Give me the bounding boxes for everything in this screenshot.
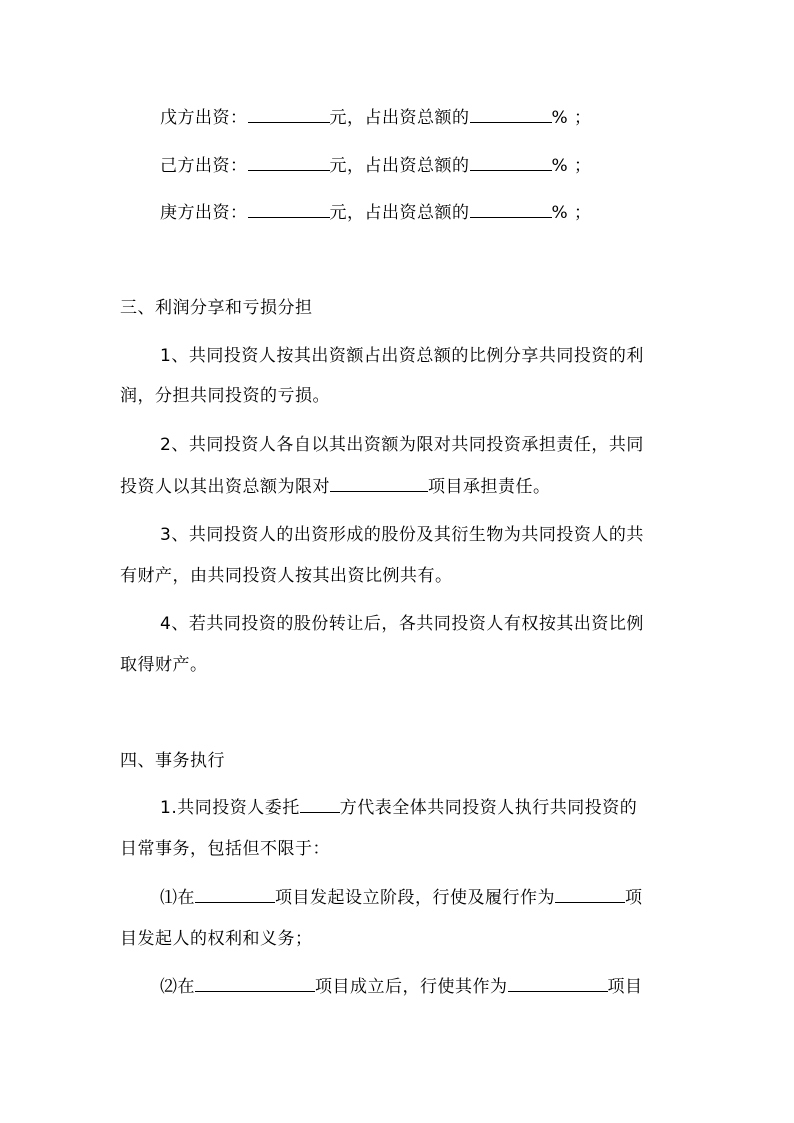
percent-blank bbox=[470, 155, 552, 171]
contribution-suffix: % ； bbox=[551, 108, 592, 128]
contribution-suffix: % ； bbox=[551, 203, 592, 223]
project-blank bbox=[195, 887, 275, 903]
contribution-label: 己方出资： bbox=[160, 156, 248, 176]
paragraph-line: 1、共同投资人按其出资额占出资总额的比例分享共同投资的利 bbox=[160, 346, 644, 366]
contribution-mid: 元，占出资总额的 bbox=[329, 108, 470, 128]
list-item-text: 项 bbox=[625, 888, 643, 908]
project-blank bbox=[508, 976, 608, 992]
contribution-mid: 元，占出资总额的 bbox=[329, 203, 470, 223]
paragraph-text: 方代表全体共同投资人执行共同投资的 bbox=[339, 798, 638, 818]
contribution-line bbox=[160, 107, 592, 129]
paragraph-line bbox=[160, 797, 637, 819]
paragraph-line: 取得财产。 bbox=[120, 655, 208, 675]
amount-blank bbox=[248, 107, 330, 123]
project-blank bbox=[195, 976, 315, 992]
percent-blank bbox=[470, 107, 552, 123]
list-item-text: ⑵在 bbox=[160, 977, 195, 997]
party-blank bbox=[300, 797, 340, 813]
list-item-text: ⑴在 bbox=[160, 888, 195, 908]
list-item-text: 项目发起设立阶段，行使及履行作为 bbox=[275, 888, 555, 908]
paragraph-line: 有财产，由共同投资人按其出资比例共有。 bbox=[120, 566, 453, 586]
paragraph-line: 3、共同投资人的出资形成的股份及其衍生物为共同投资人的共 bbox=[160, 525, 644, 545]
list-item-line bbox=[160, 887, 643, 909]
contribution-mid: 元，占出资总额的 bbox=[329, 156, 470, 176]
list-item-text: 项目 bbox=[607, 977, 643, 997]
list-item-line bbox=[160, 976, 643, 998]
section-heading: 四、事务执行 bbox=[120, 751, 225, 771]
paragraph-line: 润，分担共同投资的亏损。 bbox=[120, 386, 330, 406]
paragraph-line: 2、共同投资人各自以其出资额为限对共同投资承担责任，共同 bbox=[160, 435, 644, 455]
contribution-label: 戊方出资： bbox=[160, 108, 248, 128]
list-item-line: 目发起人的权利和义务； bbox=[120, 929, 313, 949]
project-blank bbox=[330, 476, 428, 492]
list-item-text: 项目成立后，行使其作为 bbox=[315, 977, 508, 997]
percent-blank bbox=[470, 202, 552, 218]
amount-blank bbox=[248, 202, 330, 218]
paragraph-line: 4、若共同投资的股份转让后，各共同投资人有权按其出资比例 bbox=[160, 614, 644, 634]
contribution-line bbox=[160, 202, 592, 224]
contribution-suffix: % ； bbox=[551, 156, 592, 176]
paragraph-line bbox=[120, 476, 551, 498]
contribution-line bbox=[160, 155, 592, 177]
paragraph-line: 日常事务，包括但不限于： bbox=[120, 839, 330, 859]
amount-blank bbox=[248, 155, 330, 171]
section-heading: 三、利润分享和亏损分担 bbox=[120, 298, 313, 318]
paragraph-text: 1.共同投资人委托 bbox=[160, 798, 300, 818]
contribution-label: 庚方出资： bbox=[160, 203, 248, 223]
paragraph-text: 投资人以其出资总额为限对 bbox=[120, 477, 330, 497]
paragraph-text: 项目承担责任。 bbox=[428, 477, 551, 497]
project-blank bbox=[555, 887, 625, 903]
